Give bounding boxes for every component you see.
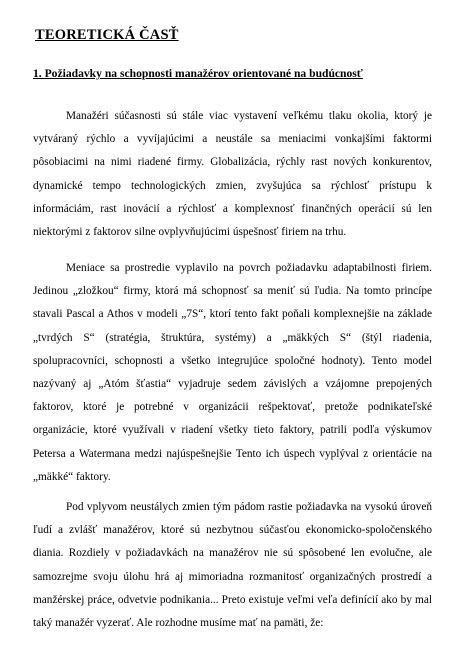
section-title: 1. Požiadavky na schopnosti manažérov orientované na budúcnosť [33, 67, 363, 80]
paragraph-2-container [33, 257, 432, 489]
paragraph-3: Pod vplyvom neustálych zmien tým pádom rastie požiadavka na vysokú úroveň ľudí a zvlášť manažérov, ktoré sú nezbytnou súčasťou ekonomicko-spoločenského diania. Rozdiely v požiadavkách na manažérov nie sú spôsobené len evolučne, ale samozrejme svoju úlohu hrá aj mimoriadna rozmanitosť organizačných prostredí a manžérskej práce, odvetvie podnikania... Preto existuje veľmi veľa definícií ako by mal taký manažér vyzerať. Ale rozhodne musíme mať na pamäti, že: [33, 501, 432, 630]
paragraph-2: Meniace sa prostredie vyplavilo na povrch požiadavku adaptabilnosti firiem. Jedinou „zložkou“ firmy, ktorá má schopnosť sa meniť sú ľudia. Na tomto princípe stavali Pascal a Athos v modeli „7S“, ktorí tento fakt poňali komplexnejšie na základe „tvrdých S“ (stratégia, štruktúra, systémy) a „mäkkých S“ (štýl riadenia, spolupracovníci, schopnosti a všetko integrujúce spoločné hodnoty). Tento model nazývaný aj „Atóm šťastia“ vyjadruje sedem závislých a vzájomne prepojených faktorov, ktoré je potrebné v organizácii rešpektovať, pretože podnikateľské organizácie, ktoré využívali v riadení všetky tieto faktory, patrili podľa výskumov Petersa a Watermana medzi najúspešnejšie Tento ich úspech vyplýval z orientácie na „mäkké“ faktory. [33, 262, 432, 483]
paragraph-1: Manažéri súčasnosti sú stále viac vystavení veľkému tlaku okolia, ktorý je vytváraný rýchlo a vyvíjajúcimi a neustále sa meniacimi vonkajšími faktormi pôsobiacimi na nimi riadené firmy. Globalizácia, rýchly rast nových konkurentov, dynamické tempo technologických zmien, zvyšujúca sa rýchlosť prístupu k informáciám, rast inovácií a rýchlosť a komplexnosť finančných operácií sú len niektorými z faktorov silne ovplyvňujúcimi úspešnosť firiem na trhu. [33, 110, 432, 239]
page-heading: TEORETICKÁ ČASŤ [35, 27, 179, 43]
paragraph-1-container [33, 105, 432, 244]
paragraph-3-container [33, 496, 432, 635]
